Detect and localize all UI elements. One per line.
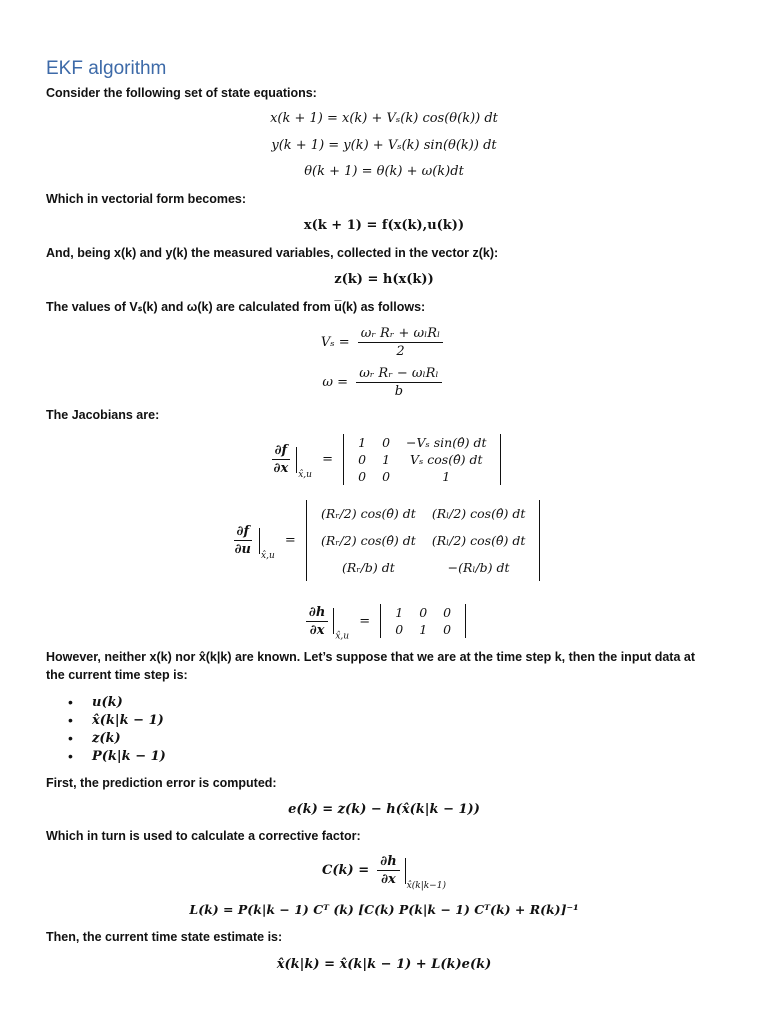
matrix-cell: 0 — [382, 469, 391, 484]
matrix-cell: 0 — [358, 452, 367, 467]
jacobian-hx-fraction — [306, 605, 328, 638]
bullet-icon: • — [68, 730, 73, 746]
however-paragraph-line2: the current time step is: — [46, 668, 188, 682]
jacobian-hx-subscript: x̂,u — [335, 631, 350, 642]
evaluation-bar — [333, 608, 334, 634]
matrix-cell: 0 — [395, 622, 404, 637]
vs-denominator: 2 — [396, 344, 405, 359]
jacobian-fx — [0, 434, 768, 485]
evaluation-bar — [405, 858, 406, 884]
jacobian-fx-matrix — [343, 434, 501, 485]
jacobian-fu-matrix — [306, 500, 540, 581]
matrix-cell: 1 — [395, 605, 404, 620]
jacobian-fu-subscript: x̂,u — [261, 551, 275, 561]
jacobian-fu-equals: = — [284, 533, 296, 548]
measured-paragraph: And, being x(k) and y(k) the measured variables, collected in the vector z(k): — [46, 246, 499, 260]
matrix-cell: −(Rₗ/b) dt — [447, 560, 510, 575]
vs-lhs: Vₛ = — [320, 335, 350, 350]
jacobian-fx-numerator: ∂f — [272, 443, 291, 460]
bullet-icon: • — [68, 712, 73, 728]
omega-fraction — [356, 366, 441, 399]
equation-y: y(k + 1) = y(k) + Vₛ(k) sin(θ(k)) dt — [271, 138, 497, 153]
jacobians-paragraph: The Jacobians are: — [46, 408, 160, 422]
equation-error: e(k) = z(k) − h(x̂(k|k − 1)) — [288, 802, 480, 817]
jacobian-fu-fraction — [232, 524, 254, 557]
matrix-cell: 1 — [442, 469, 451, 484]
vectorial-paragraph: Which in vectorial form becomes: — [46, 192, 247, 206]
matrix-cell: (Rᵣ/2) cos(θ̂) dt — [320, 506, 416, 521]
vs-fraction — [358, 326, 443, 359]
jacobian-fu-denominator: ∂u — [234, 542, 252, 557]
evaluation-bar — [259, 528, 260, 554]
jacobian-hx-denominator: ∂x — [309, 622, 325, 638]
jacobian-fx-denominator: ∂x — [273, 461, 289, 476]
equation-vector: x(k + 1) = f(x(k),u(k)) — [303, 218, 465, 233]
equation-final-estimate: x̂(k|k) = x̂(k|k − 1) + L(k)e(k) — [276, 957, 492, 972]
matrix-cell: 1 — [358, 435, 367, 450]
equation-theta: θ(k + 1) = θ(k) + ω(k)dt — [304, 164, 464, 179]
jacobian-fx-fraction — [271, 443, 292, 476]
matrix-cell: 1 — [419, 622, 428, 637]
bullet-item: z(k) — [92, 731, 121, 746]
bullet-item: x̂(k|k − 1) — [92, 713, 164, 728]
omega-denominator: b — [394, 384, 404, 399]
equation-omega — [0, 366, 768, 399]
section-heading: EKF algorithm — [46, 58, 167, 79]
matrix-cell: −Vₛ sin(θ̂) dt — [406, 435, 487, 450]
omega-lhs: ω = — [322, 375, 349, 390]
equation-vs — [0, 326, 768, 359]
equation-measurement: z(k) = h(x(k)) — [334, 272, 434, 287]
corrective-paragraph: Which in turn is used to calculate a corrective factor: — [46, 829, 361, 843]
values-paragraph: The values of Vₛ(k) and ω(k) are calculated from u̅(k) as follows: — [46, 300, 426, 314]
matrix-cell: 0 — [419, 605, 428, 620]
matrix-cell: 0 — [443, 622, 452, 637]
matrix-cell: (Rᵣ/b) dt — [342, 560, 395, 575]
jacobian-hx-numerator: ∂h — [306, 605, 328, 622]
evaluation-bar — [296, 447, 297, 473]
equation-x: x(k + 1) = x(k) + Vₛ(k) cos(θ(k)) dt — [270, 111, 498, 126]
however-paragraph-line1: However, neither x(k) nor x̂(k|k) are known. Let’s suppose that we are at the time step k, then the input data at — [46, 650, 696, 664]
prediction-paragraph: First, the prediction error is computed: — [46, 776, 277, 790]
matrix-cell: (Rₗ/2) cos(θ̂) dt — [431, 533, 526, 548]
omega-numerator: ωᵣ Rᵣ − ωₗRₗ — [356, 366, 441, 383]
matrix-cell: 0 — [358, 469, 367, 484]
jacobian-hx-matrix — [380, 604, 466, 638]
c-denominator: ∂x — [381, 872, 396, 887]
c-numerator: ∂h — [377, 854, 399, 871]
matrix-cell: (Rᵣ/2) cos(θ̂) dt — [320, 533, 416, 548]
bullet-icon: • — [68, 748, 73, 764]
jacobian-hx — [0, 604, 768, 642]
matrix-cell: 1 — [382, 452, 391, 467]
bullet-icon: • — [68, 694, 73, 710]
jacobian-hx-equals: = — [359, 613, 371, 629]
jacobian-fu-numerator: ∂f — [234, 524, 253, 541]
bullet-item: P(k|k − 1) — [92, 749, 166, 764]
equation-gain: L(k) = P(k|k − 1) Cᵀ (k) [C(k) P(k|k − 1) Cᵀ(k) + R(k)]⁻¹ — [189, 902, 579, 917]
estimate-paragraph: Then, the current time state estimate is: — [46, 930, 283, 944]
equation-c — [0, 854, 768, 891]
c-fraction — [377, 854, 399, 887]
c-lhs: C(k) = — [322, 863, 370, 878]
matrix-cell: 0 — [382, 435, 391, 450]
jacobian-fx-subscript: x̂,u — [298, 470, 312, 480]
bullet-item: u(k) — [92, 695, 123, 710]
matrix-cell: (Rₗ/2) cos(θ̂) dt — [431, 506, 526, 521]
jacobian-fu — [0, 500, 768, 581]
intro-paragraph: Consider the following set of state equations: — [46, 86, 317, 100]
matrix-cell: 0 — [443, 605, 452, 620]
jacobian-fx-equals: = — [322, 452, 333, 467]
matrix-cell: Vₛ cos(θ̂) dt — [410, 452, 483, 467]
vs-numerator: ωᵣ Rᵣ + ωₗRₗ — [358, 326, 443, 343]
c-subscript: x̂(k|k−1) — [406, 881, 446, 891]
